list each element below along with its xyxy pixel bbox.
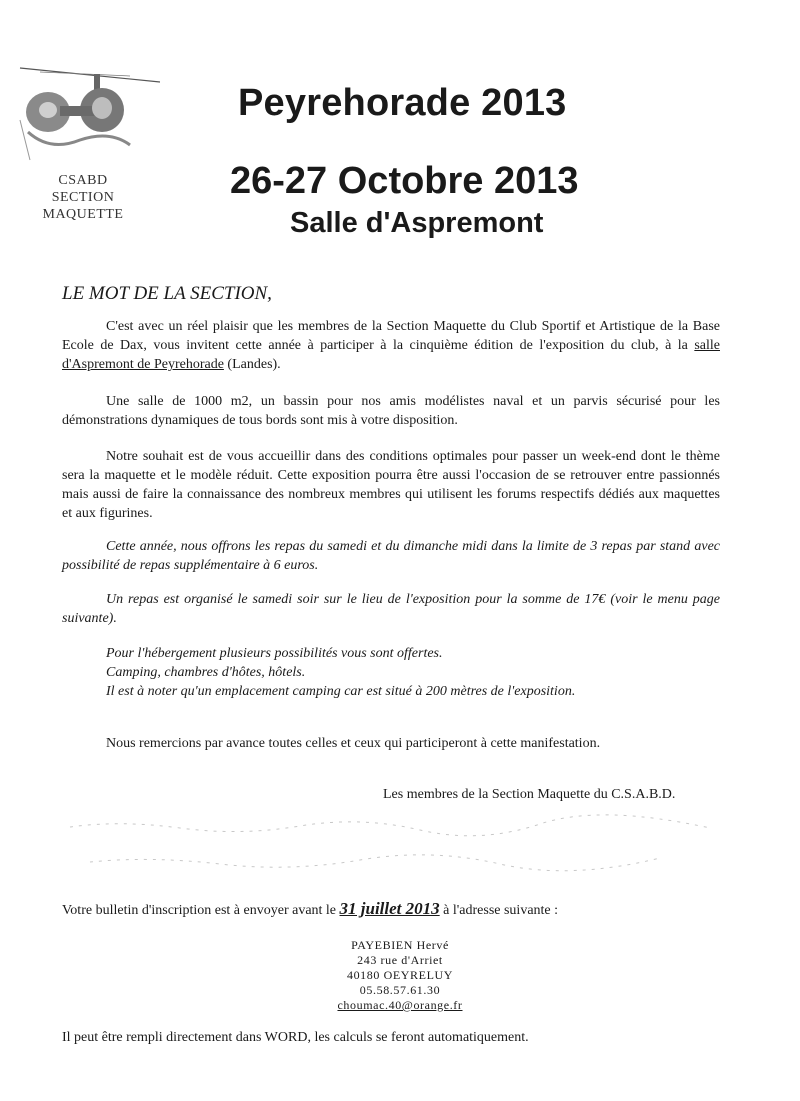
thanks-paragraph: Nous remercions par avance toutes celles et ceux qui participeront à cette manifestation.: [106, 736, 601, 751]
deadline-text-end: à l'adresse suivante :: [439, 903, 559, 918]
footer-note: Il peut être rempli directement dans WORD, les calculs se feront automatiquement.: [62, 1030, 529, 1045]
signature: Les membres de la Section Maquette du C.S.A.B.D.: [383, 787, 676, 802]
address-email[interactable]: choumac.40@orange.fr: [337, 998, 463, 1012]
mailing-address: [280, 938, 520, 1013]
deadline-date: 31 juillet 2013: [339, 899, 440, 918]
meals-paragraph: Cette année, nous offrons les repas du samedi et du dimanche midi dans la limite de 3 repas par stand avec possibilité de repas supplémentaire à 6 euros.: [62, 539, 720, 573]
lodging-options-line: Camping, chambres d'hôtes, hôtels.: [106, 665, 306, 680]
intro-text: C'est avec un réel plaisir que les membres de la Section Maquette du Club Sportif et Artistique de la Base Ecole de Dax, vous invitent cette année à participer à la cinquième édition de l'exposition du club, à la: [62, 319, 720, 353]
dinner-paragraph: Un repas est organisé le samedi soir sur le lieu de l'exposition pour la somme de 17€ (voir le menu page suivante).: [62, 592, 720, 626]
faint-handwriting-mark: [60, 812, 720, 882]
address-city: 40180 OEYRELUY: [346, 968, 454, 982]
camping-car-line: Il est à noter qu'un emplacement camping car est situé à 200 mètres de l'exposition.: [106, 684, 576, 699]
facilities-paragraph: Une salle de 1000 m2, un bassin pour nos amis modélistes naval et un parvis sécurisé pour les démonstrations dynamiques de tous bords sont mis à votre disposition.: [62, 394, 720, 428]
lodging-paragraph: [106, 644, 726, 701]
club-name-block: [28, 172, 138, 223]
intro-paragraph: [62, 317, 720, 374]
address-street: 243 rue d'Arriet: [357, 953, 443, 967]
helicopter-logo-icon: [10, 60, 170, 165]
venue-link: salle d'Aspremont de Peyrehorade: [62, 338, 720, 372]
deadline-line: [62, 899, 558, 919]
address-name: PAYEBIEN Hervé: [351, 938, 449, 952]
lodging-line: Pour l'hébergement plusieurs possibilités vous sont offertes.: [106, 646, 443, 661]
event-venue: Salle d'Aspremont: [290, 207, 544, 239]
club-section-line: SECTION: [51, 190, 115, 205]
event-date: 26-27 Octobre 2013: [230, 160, 579, 202]
event-title: Peyrehorade 2013: [238, 82, 567, 124]
welcome-paragraph: Notre souhait est de vous accueillir dans des conditions optimales pour passer un week-end dont le thème sera la maquette et le modèle réduit. Cette exposition pourra être aussi l'occasion de se retrouver entre passionnés mais aussi de faire la connaissance des nombreux membres qui utilisent les forums respectifs dédiés aux maquettes et aux figurines.: [62, 449, 720, 521]
club-name-line: CSABD: [58, 173, 108, 188]
intro-text-end: (Landes).: [223, 357, 281, 372]
section-heading: LE MOT DE LA SECTION,: [62, 283, 272, 304]
address-phone: 05.58.57.61.30: [359, 983, 441, 997]
deadline-text: Votre bulletin d'inscription est à envoyer avant le: [62, 903, 340, 918]
club-maquette-line: MAQUETTE: [42, 207, 124, 222]
